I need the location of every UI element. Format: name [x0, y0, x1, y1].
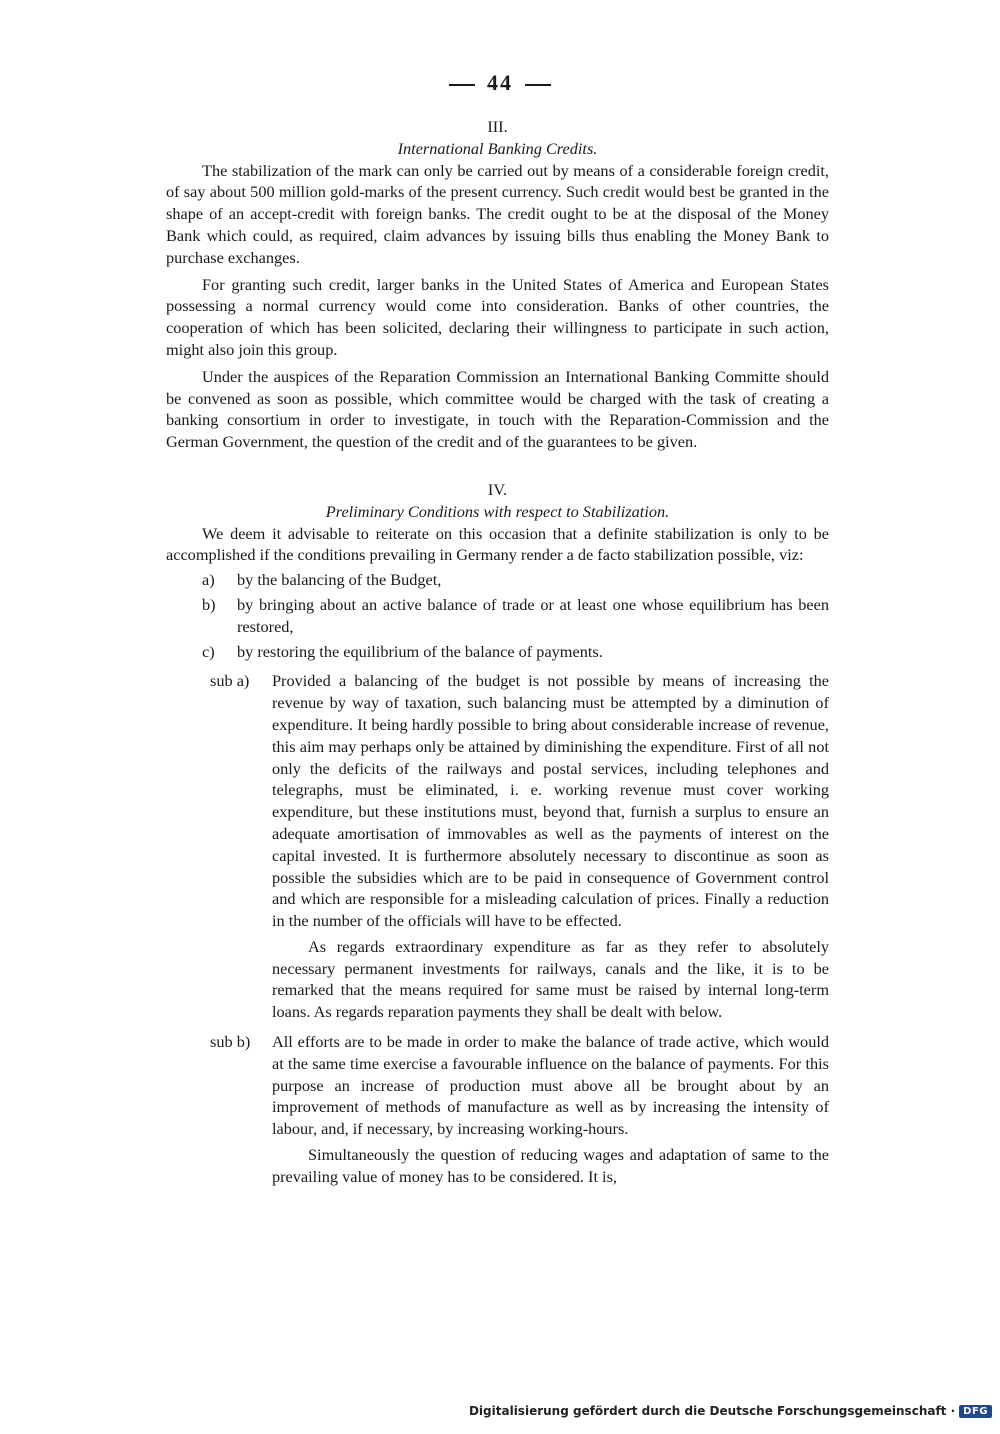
- list-text: by restoring the equilibrium of the balance of payments.: [237, 641, 603, 661]
- page-number-value: 44: [487, 70, 513, 95]
- paragraph: For granting such credit, larger banks in the United States of America and European States possessing a normal currency would come into consideration. Banks of other countries, the cooperation of which has been solicited, declaring their willingness to participate in such action, might also join this group.: [166, 274, 829, 359]
- list-item: [166, 594, 829, 638]
- paragraph: The stabilization of the mark can only be carried out by means of a considerable foreign credit, of say about 500 million gold-marks of the present currency. Such credit would best be granted in the shape of an accept-credit with foreign banks. The credit ought to be at the disposal of the Money Bank which could, as required, claim advances by issuing bills thus enabling the Money Bank to purchase exchanges.: [166, 160, 829, 267]
- section-title: Preliminary Conditions with respect to Stabilization.: [325, 501, 670, 521]
- list-text: by bringing about an active balance of trade or at least one whose equilibrium has been restored,: [237, 594, 829, 636]
- list-marker: a): [202, 570, 215, 590]
- page-number: [0, 70, 1000, 96]
- list-text: by the balancing of the Budget,: [237, 570, 442, 590]
- page-content: [166, 116, 829, 1188]
- paragraph: Under the auspices of the Reparation Commission an International Banking Committe should be convened as soon as possible, which committee would be charged with the task of creating a banking consortium in order to investigate, in touch with the Reparation-Commission and the German Government, the question of the credit and of the guarantees to be given.: [166, 366, 829, 452]
- section-title: International Banking Credits.: [397, 138, 598, 158]
- paragraph: Simultaneously the question of reducing wages and adaptation of same to the prevailing value of money has to be considered. It is,: [272, 1145, 829, 1186]
- paragraph: Provided a balancing of the budget is not possible by means of increasing the revenue by way of taxation, such balancing must be attempted by a diminution of expenditure. It being hardly possible to bring about considerable increase of revenue, this aim may perhaps only be attained by diminishing the expenditure. First of all not only the deficits of the railways and postal services, including telephones and telegraphs, must be eliminated, i. e. working revenue must cover working expenditure, but these institutions must, beyond that, furnish a surplus to ensure an adequate amortisation of immovables as well as the payments of interest on the capital invested. It is furthermore absolutely necessary to discontinue as soon as possible the subsidies which are to be paid in consequence of Government control and which are responsible for a misleading calculation of prices. Finally a reduction in the number of the officials will have to be effected.: [272, 671, 829, 931]
- dash-right: [525, 84, 551, 86]
- list-marker: b): [202, 594, 216, 614]
- list-marker: c): [202, 641, 215, 661]
- footer: [469, 1404, 992, 1418]
- footer-text: Digitalisierung gefördert durch die Deutsche Forschungsgemeinschaft ·: [468, 1404, 956, 1418]
- sub-marker: sub a): [210, 671, 250, 691]
- list-item: [166, 641, 829, 663]
- list-item: [166, 569, 829, 591]
- section-number: III.: [487, 117, 508, 136]
- paragraph: As regards extraordinary expenditure as far as they refer to absolutely necessary permanent investments for railways, canals and the like, it is to be remarked that the means required for same must be raised by internal long-term loans. As regards reparation payments they shall be dealt with below.: [272, 936, 829, 1022]
- dash-left: [449, 84, 475, 86]
- sub-marker: sub b): [210, 1032, 251, 1052]
- section-number: IV.: [487, 479, 508, 499]
- dfg-logo-icon: DFG: [959, 1405, 992, 1418]
- sub-item-b: [166, 1031, 829, 1188]
- sub-item-a: [166, 670, 829, 1023]
- paragraph: We deem it advisable to reiterate on this occasion that a definite stabilization is only to be accomplished if the conditions prevailing in Germany render a de facto stabilization possible, viz:: [166, 523, 829, 565]
- paragraph: All efforts are to be made in order to make the balance of trade active, which would at the same time exercise a favourable influence on the balance of payments. For this purpose an increase of production must above all be brought about by an improvement of methods of manufacture as well as by increasing the intensity of labour, and, if necessary, by increasing working-hours.: [272, 1032, 829, 1139]
- section-iv: [166, 479, 829, 1188]
- section-iii: [166, 116, 829, 453]
